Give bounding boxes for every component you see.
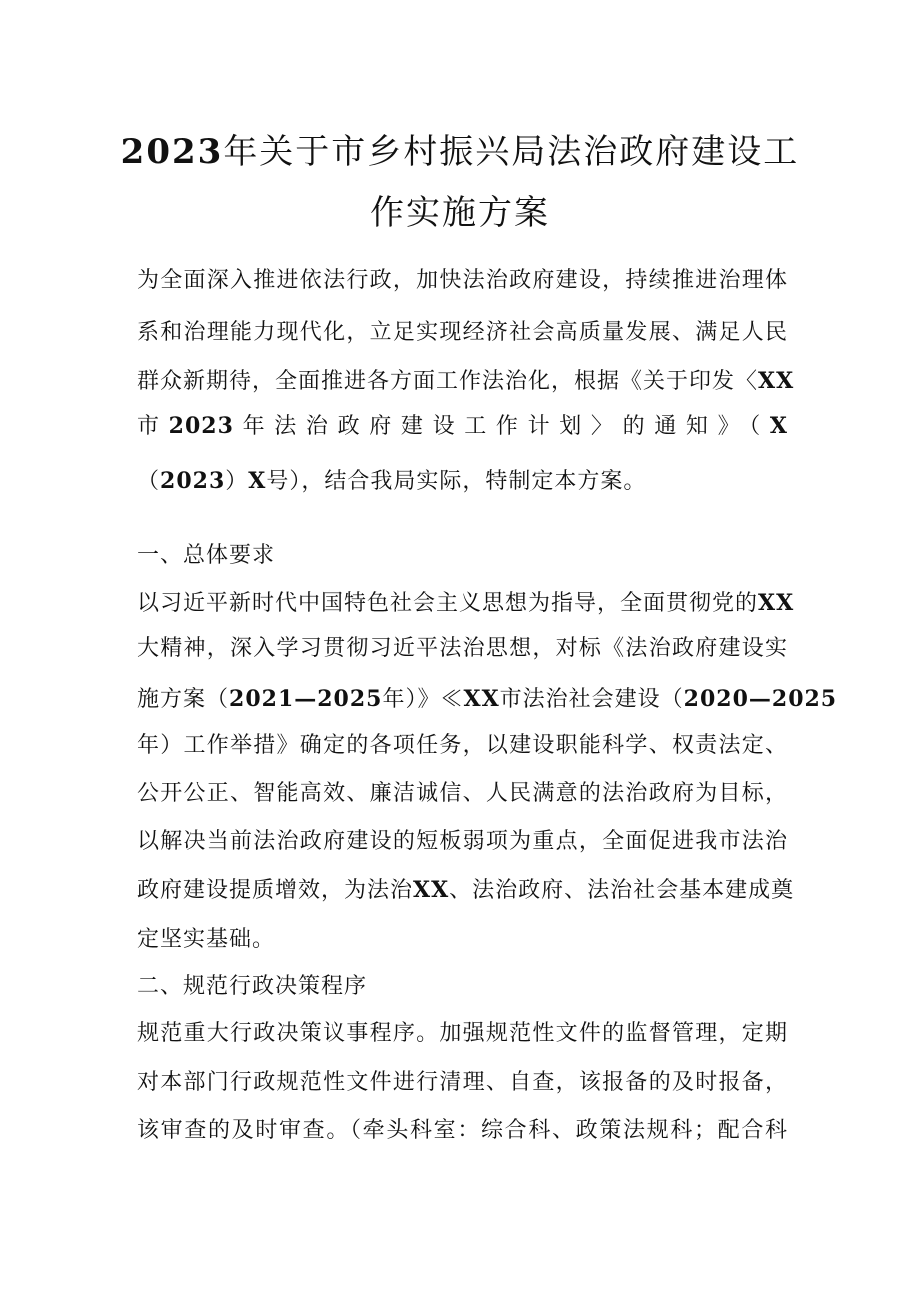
section-1-line-3-e: 市法治社会建设（: [499, 687, 684, 712]
section-1-line-1-xx: XX: [758, 590, 795, 616]
intro-line-5: [137, 466, 788, 497]
title-year: 2023: [120, 132, 224, 172]
section-1-line-5: 公开公正、智能高效、廉洁诚信、人民满意的法治政府为目标，: [137, 781, 788, 806]
section-2-heading: 二、规范行政决策程序: [137, 974, 368, 999]
section-1-line-7-c: 、法治政府、法治社会基本建成奠: [449, 878, 795, 903]
section-1-line-4: 年）工作举措》确定的各项任务，以建设职能科学、权责法定、: [137, 733, 788, 758]
section-1-line-3-c: 年）》≪: [382, 687, 464, 712]
intro-line-5-a: （: [137, 469, 161, 494]
section-1-line-7-xx: XX: [413, 877, 450, 903]
section-1-line-8: 定坚实基础。: [137, 927, 276, 952]
section-1-line-3-xx: XX: [463, 686, 500, 712]
intro-line-5-c: ）: [225, 469, 249, 494]
intro-line-4-x: X: [769, 413, 788, 439]
intro-line-1: 为全面深入推进依法行政，加快法治政府建设，持续推进治理体: [137, 268, 788, 293]
section-1-line-6: 以解决当前法治政府建设的短板弱项为重点，全面促进我市法治: [137, 829, 788, 854]
intro-line-3-text: 群众新期待，全面推进各方面工作法治化，根据《关于印发〈: [137, 369, 759, 394]
section-1-line-3-range-1: 2021—2025: [229, 686, 383, 712]
section-1-heading: 一、总体要求: [137, 543, 276, 568]
document-title-line-2: 作实施方案: [370, 193, 550, 233]
intro-line-3: [137, 366, 795, 397]
intro-line-4-a: 市: [137, 414, 169, 439]
section-1-line-3: [137, 684, 838, 715]
section-2-line-1: 规范重大行政决策议事程序。加强规范性文件的监督管理，定期: [137, 1021, 788, 1046]
intro-line-5-x: X: [248, 468, 267, 494]
section-1-line-3-a: 施方案（: [137, 687, 230, 712]
section-1-line-7-a: 政府建设提质增效，为法治: [137, 878, 414, 903]
section-1-line-1-text: 以习近平新时代中国特色社会主义思想为指导，全面贯彻党的: [137, 591, 759, 616]
document-title-line-1: [120, 124, 800, 173]
section-1-line-2: 大精神，深入学习贯彻习近平法治思想，对标《法治政府建设实: [137, 636, 788, 661]
intro-line-5-text: 号），结合我局实际，特制定本方案。: [266, 469, 647, 494]
intro-line-3-xx: XX: [758, 368, 795, 394]
section-2-line-3: 该审查的及时审查。（牵头科室：综合科、政策法规科；配合科: [137, 1118, 788, 1143]
intro-line-4-text: 年法治政府建设工作计划〉的通知》（: [233, 414, 770, 439]
section-2-line-2: 对本部门行政规范性文件进行清理、自查，该报备的及时报备，: [137, 1070, 788, 1095]
intro-line-4-year: 2023: [168, 413, 234, 439]
intro-line-2: 系和治理能力现代化，立足实现经济社会高质量发展、满足人民: [137, 320, 788, 345]
section-1-line-3-range-2: 2020—2025: [683, 686, 838, 712]
section-1-line-7: [137, 875, 795, 906]
section-1-line-1: [137, 588, 795, 619]
title-text: 年关于市乡村振兴局法治政府建设工: [223, 132, 800, 172]
intro-line-4: [137, 411, 788, 442]
intro-line-5-year: 2023: [160, 468, 226, 494]
